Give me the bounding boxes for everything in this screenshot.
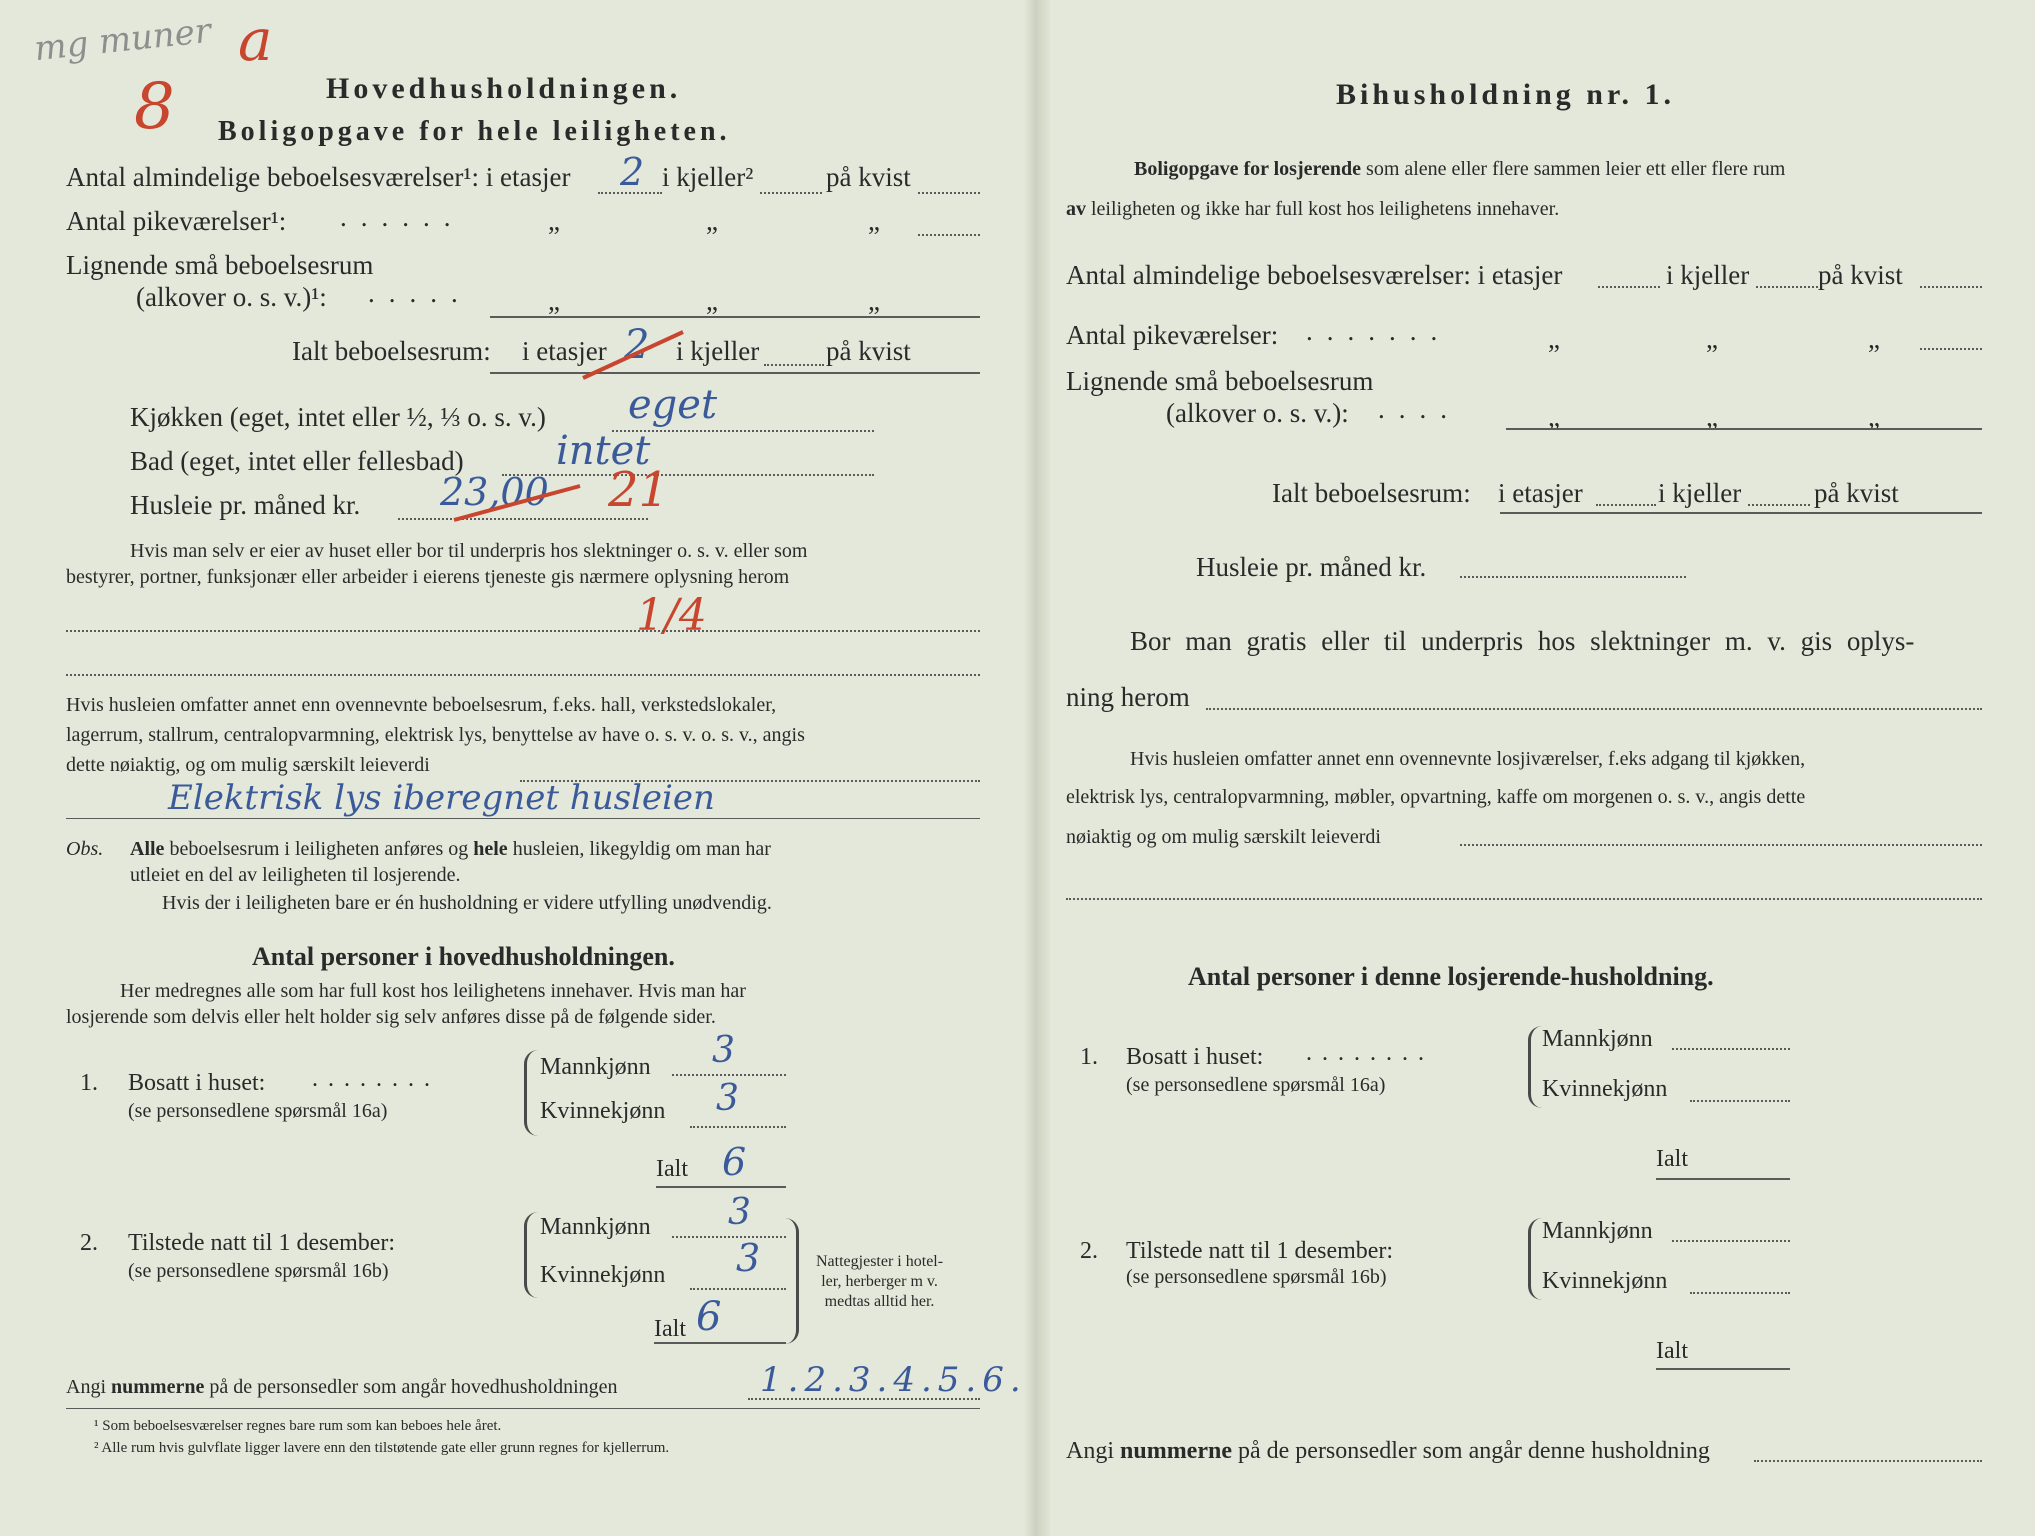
right-small-ditto-2: „ bbox=[1706, 402, 1718, 432]
owner-line-2 bbox=[66, 674, 980, 676]
q1-male-label: Mannkjønn bbox=[540, 1054, 651, 1080]
maid-ditto-2: „ bbox=[706, 206, 718, 236]
obs-label: Obs. bbox=[66, 838, 104, 860]
small-rooms-rule bbox=[490, 316, 980, 318]
right-maid-leader: ....... bbox=[1306, 316, 1452, 346]
right-maid-ditto-3: „ bbox=[1868, 324, 1880, 354]
q2-female-label: Kvinnekjønn bbox=[540, 1262, 666, 1288]
total-etasjer-value: 2 bbox=[624, 322, 650, 368]
q1-total-rule bbox=[656, 1186, 786, 1188]
q1-male-line bbox=[672, 1074, 786, 1076]
right-rooms-etasjer-line bbox=[1598, 286, 1660, 288]
extra-text-1: Hvis husleien omfatter annet enn ovennevnte beboelsesrum, f.eks. hall, verkstedslokaler, bbox=[66, 694, 777, 716]
right-small-rooms-sub: (alkover o. s. v.): bbox=[1166, 398, 1349, 428]
q2-sub: (se personsedlene spørsmål 16b) bbox=[128, 1260, 389, 1282]
right-intro-1: som alene eller flere sammen leier ett eller flere rum bbox=[1366, 158, 1786, 180]
right-q1-female-line bbox=[1690, 1100, 1790, 1102]
right-q2-male-line bbox=[1672, 1240, 1790, 1242]
small-rooms-sub: (alkover o. s. v.)¹: bbox=[136, 282, 327, 312]
q1-female-line bbox=[690, 1126, 786, 1128]
obs-text-1d: husleien, likegyldig om man har bbox=[512, 838, 771, 860]
right-extra-text-3: nøiaktig og om mulig særskilt leieverdi bbox=[1066, 826, 1381, 848]
page-number: 8 bbox=[134, 70, 175, 144]
right-q2-sub: (se personsedlene spørsmål 16b) bbox=[1126, 1266, 1387, 1288]
right-q1-male-line bbox=[1672, 1048, 1790, 1050]
rooms-kjeller-label: i kjeller² bbox=[662, 162, 754, 192]
numbers-value: 1.2.3.4.5.6. bbox=[760, 1360, 1027, 1400]
right-q1-sub: (se personsedlene spørsmål 16a) bbox=[1126, 1074, 1386, 1096]
q2-number: 2. bbox=[80, 1230, 98, 1256]
bath-value: intet bbox=[556, 428, 651, 474]
q2-male-label: Mannkjønn bbox=[540, 1214, 651, 1240]
kitchen-value: eget bbox=[628, 382, 718, 428]
right-intro-bold: Boligopgave for losjerende bbox=[1134, 158, 1362, 180]
kitchen-line bbox=[612, 430, 874, 432]
q1-male-value: 3 bbox=[712, 1030, 735, 1071]
owner-mark: 1/4 bbox=[636, 590, 707, 641]
right-rent-label: Husleie pr. måned kr. bbox=[1196, 552, 1427, 582]
right-q1-number: 1. bbox=[1080, 1044, 1098, 1070]
q1-number: 1. bbox=[80, 1070, 98, 1096]
right-maid-ditto-1: „ bbox=[1548, 324, 1560, 354]
right-title: Bihusholdning nr. 1. bbox=[1336, 78, 1676, 111]
right-q2-female-line bbox=[1690, 1292, 1790, 1294]
right-extra-text-2: elektrisk lys, centralopvarmning, møbler, opvartning, kaffe om morgenen o. s. v., angis dette bbox=[1066, 786, 1806, 808]
right-numbers-label-c: på de personsedler som angår denne husholdning bbox=[1237, 1438, 1710, 1464]
guests-note-1: Nattegjester i hotel- bbox=[816, 1253, 944, 1270]
obs-text-1b: beboelsesrum i leiligheten anføres og bbox=[169, 838, 469, 860]
q1-female-value: 3 bbox=[716, 1078, 739, 1119]
q1-female-label: Kvinnekjønn bbox=[540, 1098, 666, 1124]
right-q1-female-label: Kvinnekjønn bbox=[1542, 1076, 1668, 1102]
numbers-label-b: nummerne bbox=[111, 1376, 205, 1398]
left-title: Hovedhusholdningen. bbox=[326, 72, 682, 105]
right-numbers-line bbox=[1754, 1460, 1982, 1462]
right-persons-title: Antal personer i denne losjerende-husholdning. bbox=[1188, 962, 1714, 991]
right-total-etasjer-line bbox=[1596, 504, 1656, 506]
guests-note-3: medtas alltid her. bbox=[824, 1293, 935, 1310]
bath-label: Bad (eget, intet eller fellesbad) bbox=[130, 446, 464, 476]
rooms-etasjer-value: 2 bbox=[620, 150, 645, 194]
maid-label: Antal pikeværelser¹: bbox=[66, 206, 287, 236]
right-total-kvist-label: på kvist bbox=[1814, 478, 1899, 508]
bath-line bbox=[502, 474, 874, 476]
extra-text-3: dette nøiaktig, og om mulig særskilt leieverdi bbox=[66, 754, 430, 776]
footnote-1: ¹ Som beboelsesværelser regnes bare rum som kan beboes hele året. bbox=[94, 1418, 502, 1434]
left-subtitle: Boligopgave for hele leiligheten. bbox=[218, 116, 731, 147]
right-rent-line bbox=[1460, 576, 1686, 578]
right-q1-label: Bosatt i huset: bbox=[1126, 1044, 1264, 1070]
q2-total-value: 6 bbox=[696, 1294, 722, 1340]
extra-line-2 bbox=[66, 818, 980, 819]
total-rule bbox=[490, 372, 980, 374]
right-small-rooms-label: Lignende små beboelsesrum bbox=[1066, 366, 1374, 396]
small-rooms-leader: ..... bbox=[368, 278, 472, 308]
obs-text-2: utleiet en del av leiligheten til losjerende. bbox=[130, 864, 461, 886]
persons-title: Antal personer i hovedhusholdningen. bbox=[252, 942, 675, 971]
right-rooms-kjeller-label: i kjeller bbox=[1666, 260, 1750, 290]
maid-line bbox=[918, 234, 980, 236]
persons-text-2: losjerende som delvis eller helt holder sig selv anføres disse på de følgende sider. bbox=[66, 1006, 716, 1028]
obs-text-3: Hvis der i leiligheten bare er én husholdning er videre utfylling unødvendig. bbox=[162, 892, 772, 914]
right-small-ditto-3: „ bbox=[1868, 402, 1880, 432]
q2-total-label: Ialt bbox=[654, 1316, 686, 1342]
guests-note-2: ler, herberger m v. bbox=[821, 1273, 938, 1290]
right-free-line bbox=[1206, 708, 1982, 710]
q2-male-line bbox=[672, 1236, 786, 1238]
right-maid-label: Antal pikeværelser: bbox=[1066, 320, 1279, 350]
right-q2-female-label: Kvinnekjønn bbox=[1542, 1268, 1668, 1294]
footnote-rule bbox=[66, 1408, 980, 1409]
obs-text-hele: hele bbox=[473, 838, 508, 860]
right-rooms-kvist-line bbox=[1920, 286, 1982, 288]
q2-female-value: 3 bbox=[736, 1236, 761, 1280]
q2-brace bbox=[524, 1212, 541, 1298]
right-free-text-1: Bor man gratis eller til underpris hos slektninger m. v. gis oplys- bbox=[1130, 626, 1915, 656]
q2-label: Tilstede natt til 1 desember: bbox=[128, 1230, 396, 1256]
rooms-kjeller-line bbox=[760, 192, 822, 194]
right-small-ditto-1: „ bbox=[1548, 402, 1560, 432]
right-intro-2a: av bbox=[1066, 198, 1086, 220]
right-q1-total-rule bbox=[1656, 1178, 1790, 1180]
rent-new-value: 21 bbox=[608, 462, 670, 518]
margin-letter: a bbox=[238, 6, 273, 74]
rooms-kvist-label: på kvist bbox=[826, 162, 911, 192]
rent-old-value: 23,00 bbox=[440, 470, 549, 514]
margin-annotation: mg muner bbox=[32, 10, 213, 70]
rooms-label: Antal almindelige beboelsesværelser¹: i etasjer bbox=[66, 162, 571, 192]
right-q2-number: 2. bbox=[1080, 1238, 1098, 1264]
right-maid-ditto-2: „ bbox=[1706, 324, 1718, 354]
small-ditto-3: „ bbox=[868, 286, 880, 316]
right-numbers-label-a: Angi bbox=[1066, 1438, 1114, 1464]
kitchen-label: Kjøkken (eget, intet eller ½, ⅓ o. s. v.) bbox=[130, 402, 546, 432]
q1-label: Bosatt i huset: bbox=[128, 1070, 266, 1096]
numbers-label-c: på de personsedler som angår hovedhusholdningen bbox=[209, 1376, 618, 1398]
right-total-rule bbox=[1500, 512, 1982, 514]
rooms-kvist-line bbox=[918, 192, 980, 194]
right-numbers-label-b: nummerne bbox=[1120, 1438, 1232, 1464]
total-kjeller-line bbox=[764, 364, 824, 366]
right-intro-2b: leiligheten og ikke har full kost hos leilighetens innehaver. bbox=[1091, 198, 1560, 220]
q1-total-label: Ialt bbox=[656, 1156, 688, 1182]
guests-note bbox=[816, 1252, 943, 1312]
right-q1-male-label: Mannkjønn bbox=[1542, 1026, 1653, 1052]
extra-text-2: lagerrum, stallrum, centralopvarmning, elektrisk lys, benyttelse av have o. s. v. o. s. v., angis bbox=[66, 724, 805, 746]
extra-line bbox=[520, 780, 980, 782]
rent-label: Husleie pr. måned kr. bbox=[130, 490, 361, 520]
right-extra-line-2 bbox=[1066, 898, 1982, 900]
right-maid-line bbox=[1920, 348, 1982, 350]
total-label: Ialt beboelsesrum: bbox=[292, 336, 491, 366]
right-extra-line-1 bbox=[1460, 844, 1982, 846]
small-ditto-2: „ bbox=[706, 286, 718, 316]
q1-sub: (se personsedlene spørsmål 16a) bbox=[128, 1100, 388, 1122]
persons-text-1: Her medregnes alle som har full kost hos leilighetens innehaver. Hvis man har bbox=[120, 980, 746, 1002]
right-small-rooms-leader: .... bbox=[1378, 394, 1461, 424]
maid-ditto-3: „ bbox=[868, 206, 880, 236]
maid-ditto-1: „ bbox=[548, 206, 560, 236]
maid-leader: ...... bbox=[340, 202, 465, 232]
total-strike-mark bbox=[578, 326, 688, 386]
rent-strike-mark bbox=[448, 478, 588, 528]
owner-line-1 bbox=[66, 630, 980, 632]
right-q2-total-rule bbox=[1656, 1368, 1790, 1370]
extra-value: Elektrisk lys iberegnet husleien bbox=[168, 778, 715, 818]
total-etasjer-label: i etasjer bbox=[522, 336, 607, 366]
total-kjeller-label: i kjeller bbox=[676, 336, 760, 366]
owner-text-1: Hvis man selv er eier av huset eller bor til underpris hos slektninger o. s. v. eller som bbox=[130, 540, 808, 562]
right-q1-total-label: Ialt bbox=[1656, 1146, 1688, 1172]
right-q2-male-label: Mannkjønn bbox=[1542, 1218, 1653, 1244]
right-total-label: Ialt beboelsesrum: bbox=[1272, 478, 1471, 508]
right-free-text-2: ning herom bbox=[1066, 682, 1190, 712]
numbers-label-a: Angi bbox=[66, 1376, 106, 1398]
q2-female-line bbox=[690, 1288, 786, 1290]
owner-text-2: bestyrer, portner, funksjonær eller arbeider i eierens tjeneste gis nærmere oplysning herom bbox=[66, 566, 790, 588]
small-rooms-label: Lignende små beboelsesrum bbox=[66, 250, 374, 280]
right-rooms-label: Antal almindelige beboelsesværelser: i etasjer bbox=[1066, 260, 1563, 290]
right-q2-total-label: Ialt bbox=[1656, 1338, 1688, 1364]
small-ditto-1: „ bbox=[548, 286, 560, 316]
q2-total-rule bbox=[654, 1342, 786, 1344]
right-q2-label: Tilstede natt til 1 desember: bbox=[1126, 1238, 1394, 1264]
q1-leader: ........ bbox=[312, 1066, 440, 1092]
right-total-kjeller-label: i kjeller bbox=[1658, 478, 1742, 508]
right-extra-text-1: Hvis husleien omfatter annet enn ovennevnte losjiværelser, f.eks adgang til kjøkken, bbox=[1130, 748, 1806, 770]
total-kvist-label: på kvist bbox=[826, 336, 911, 366]
footnote-2: ² Alle rum hvis gulvflate ligger lavere enn den tilstøtende gate eller grunn regnes for kjellerrum. bbox=[94, 1440, 670, 1456]
guests-brace bbox=[782, 1218, 799, 1344]
q1-brace bbox=[524, 1050, 541, 1136]
q2-male-value: 3 bbox=[728, 1192, 751, 1233]
right-rooms-kjeller-line bbox=[1756, 286, 1818, 288]
right-rooms-kvist-label: på kvist bbox=[1818, 260, 1903, 290]
page-fold bbox=[1024, 0, 1050, 1536]
right-total-etasjer-label: i etasjer bbox=[1498, 478, 1583, 508]
right-small-rooms-rule bbox=[1506, 428, 1982, 430]
right-q1-leader: ........ bbox=[1306, 1040, 1434, 1066]
right-total-kjeller-line bbox=[1748, 504, 1810, 506]
obs-text-alle: Alle bbox=[130, 838, 165, 860]
q1-total-value: 6 bbox=[722, 1140, 747, 1184]
